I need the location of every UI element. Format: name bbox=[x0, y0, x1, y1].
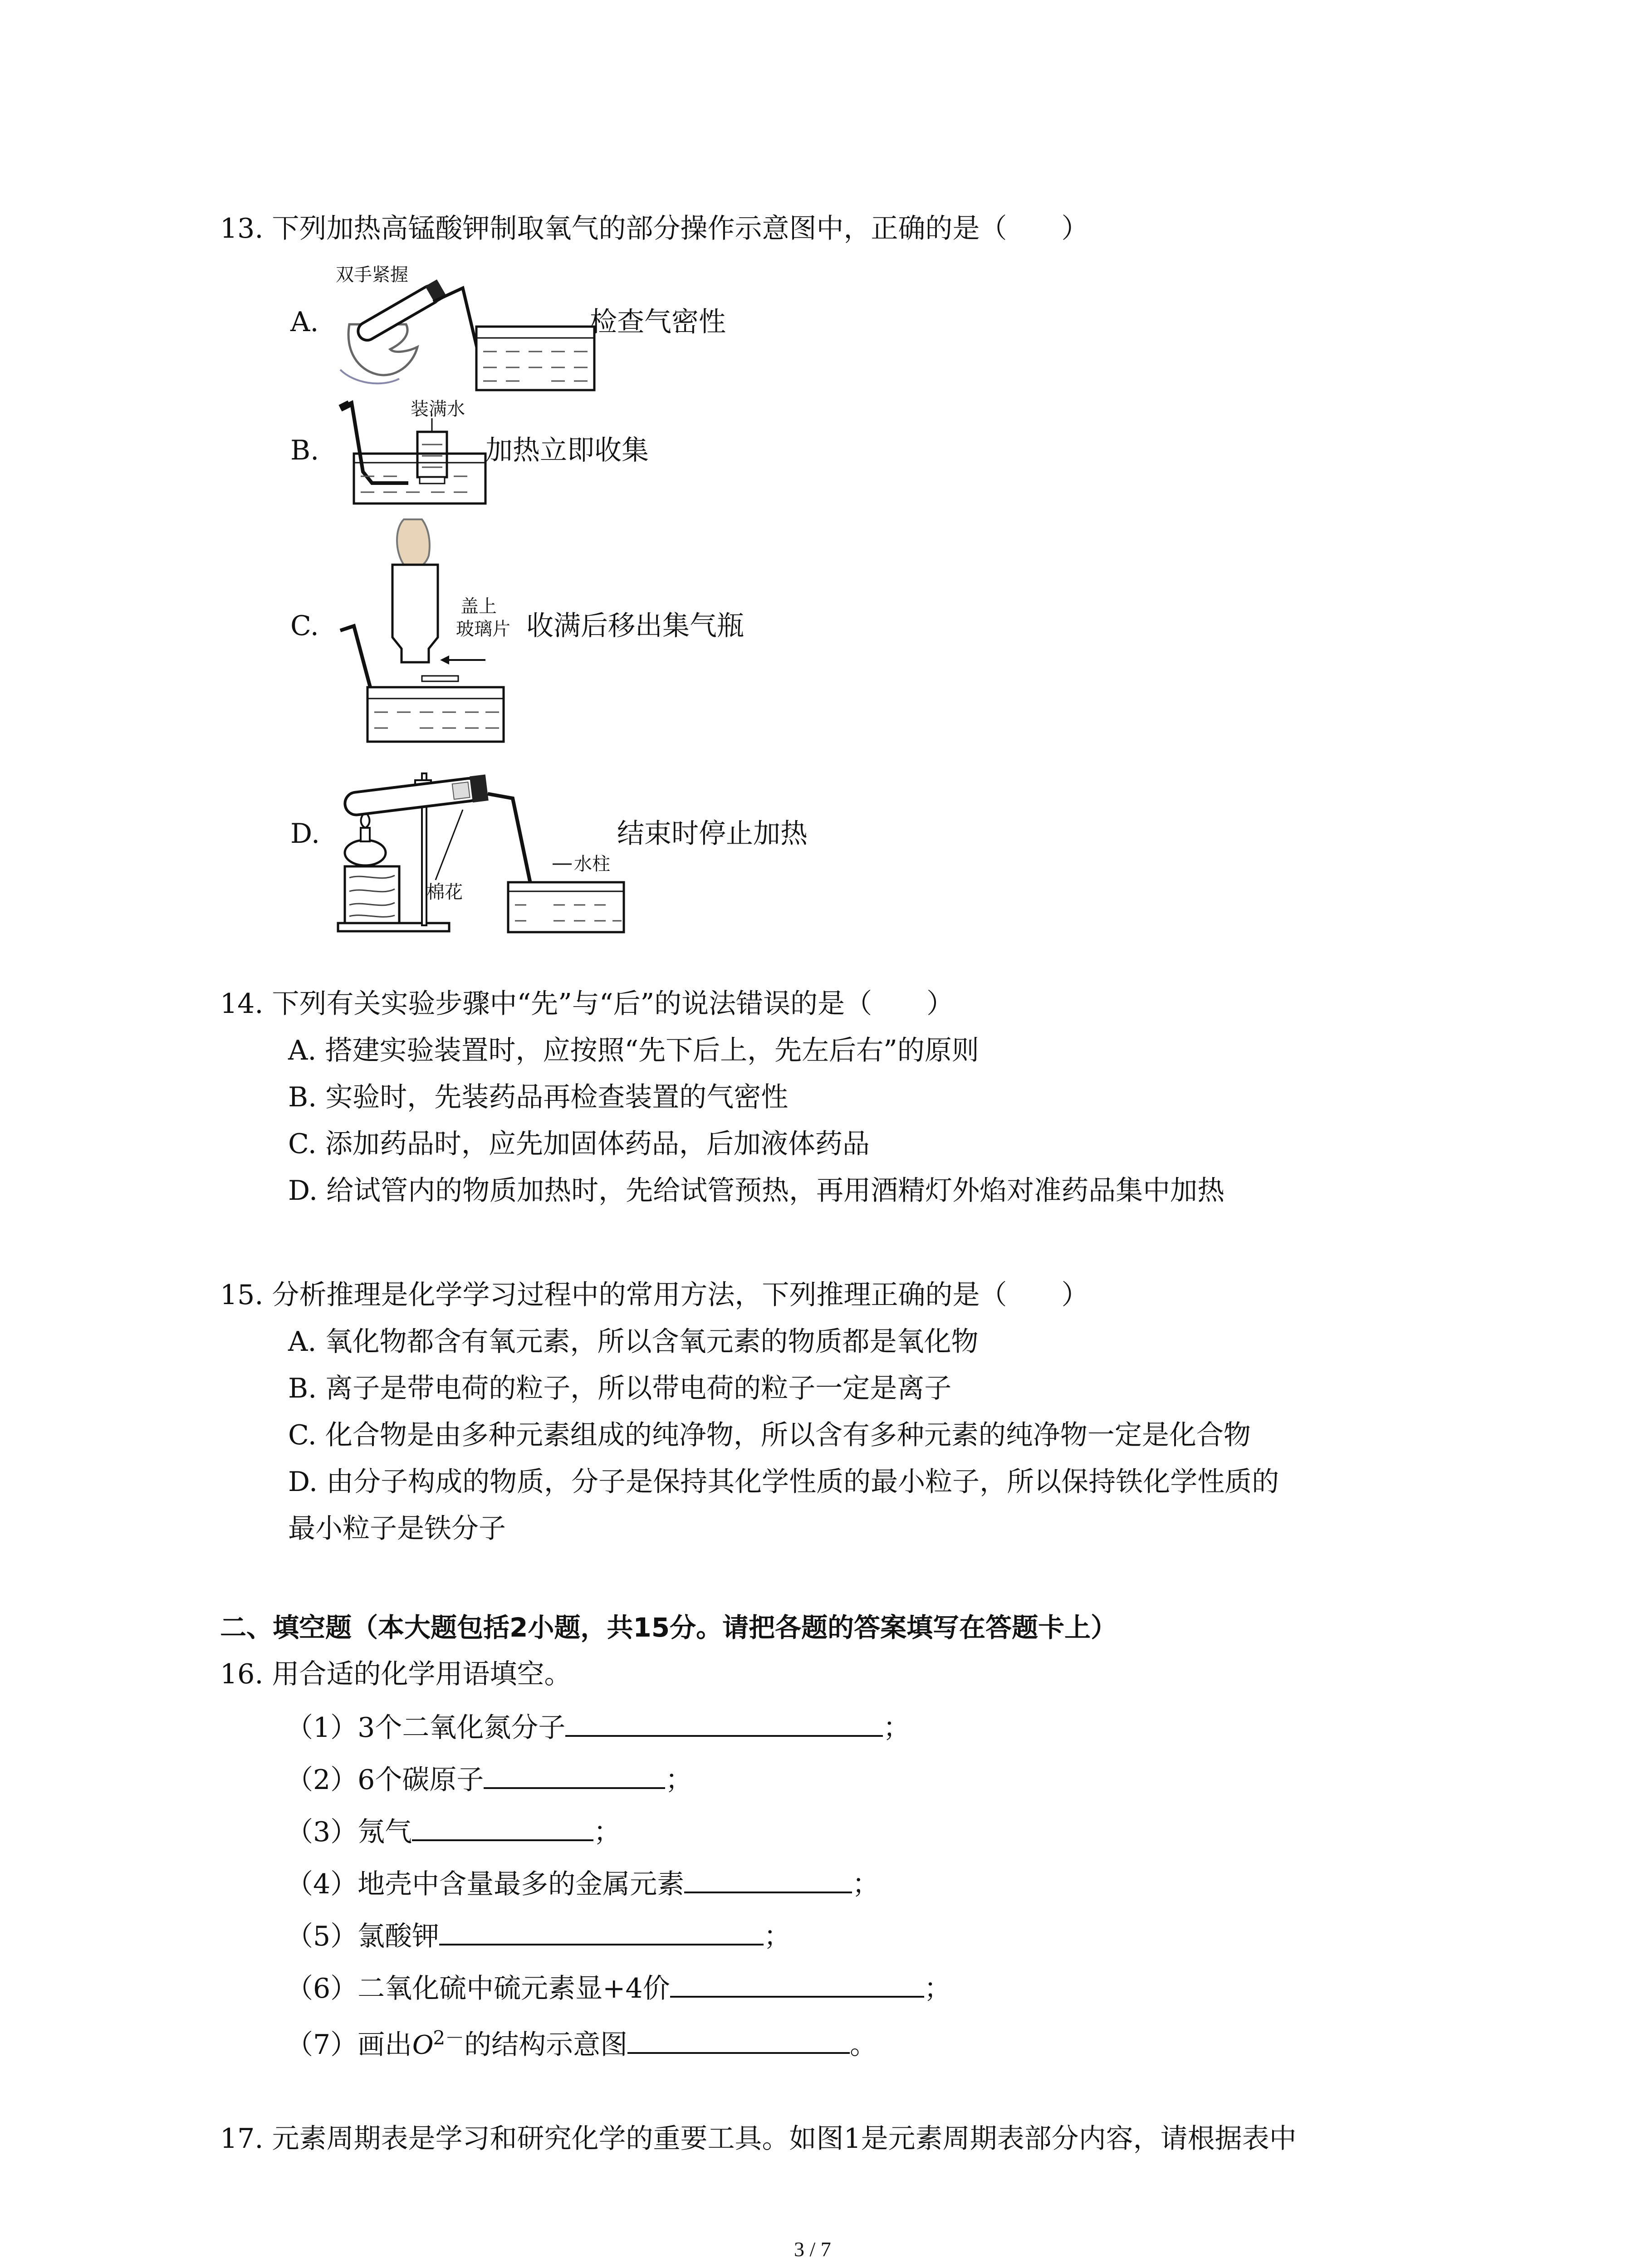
q13-option-a-letter: A. bbox=[290, 306, 319, 338]
q13-option-b-caption: 加热立即收集 bbox=[485, 435, 649, 466]
gas-bottle-icon bbox=[336, 519, 526, 746]
answer-blank-7[interactable] bbox=[627, 2025, 850, 2054]
q16-item-3-label: （3）氖气 bbox=[286, 1816, 412, 1848]
q16-item-7-label-2: 的结构示意图 bbox=[464, 2029, 628, 2061]
hands-hold-test-tube-icon bbox=[327, 261, 608, 406]
q13-option-a-caption: 检查气密性 bbox=[590, 306, 726, 338]
q13-option-c-caption: 收满后移出集气瓶 bbox=[526, 610, 744, 642]
q17-stem: 17. 元素周期表是学习和研究化学的重要工具。如图1是元素周期表部分内容，请根据表中 bbox=[220, 2123, 1297, 2155]
q16-item-1-label: （1）3个二氧化氮分子 bbox=[286, 1712, 566, 1744]
q13-option-d-letter: D. bbox=[290, 818, 320, 850]
answer-blank-1[interactable] bbox=[565, 1708, 883, 1737]
page-number: 3 / 7 bbox=[794, 2238, 831, 2261]
q16-item-6-label: （6）二氧化硫中硫元素显+4价 bbox=[286, 1973, 670, 2004]
q14-option-a: A. 搭建实验装置时，应按照“先下后上，先左后右”的原则 bbox=[288, 1035, 979, 1066]
answer-blank-2[interactable] bbox=[484, 1760, 665, 1789]
q16-item-3-end: ； bbox=[593, 1816, 621, 1848]
q13-option-d-caption: 结束时停止加热 bbox=[617, 818, 808, 850]
label-glass-slide: 玻璃片 bbox=[456, 619, 510, 640]
q16-item-5 bbox=[286, 1916, 791, 1954]
q14-option-b: B. 实验时，先装药品再检查装置的气密性 bbox=[288, 1081, 789, 1113]
q14-option-c: C. 添加药品时，应先加固体药品，后加液体药品 bbox=[288, 1128, 870, 1160]
q16-item-2 bbox=[286, 1760, 692, 1797]
q16-item-2-end: ； bbox=[665, 1764, 693, 1796]
q16-item-3 bbox=[286, 1812, 621, 1849]
q13-option-b-letter: B. bbox=[290, 435, 319, 466]
oxygen-ion-charge: 2－ bbox=[433, 2027, 465, 2049]
label-full-of-water: 装满水 bbox=[411, 399, 465, 420]
q16-item-1-end: ； bbox=[883, 1712, 911, 1744]
q16-item-6-end: ； bbox=[924, 1973, 951, 2004]
alcohol-lamp-apparatus-icon bbox=[336, 753, 626, 934]
answer-blank-3[interactable] bbox=[412, 1812, 593, 1841]
q13-option-c-letter: C. bbox=[290, 610, 319, 642]
q15-option-d: D. 由分子构成的物质，分子是保持其化学性质的最小粒子，所以保持铁化学性质的 bbox=[288, 1466, 1279, 1498]
section-heading: 二、填空题（本大题包括2小题，共15分。请把各题的答案填写在答题卡上） bbox=[220, 1612, 1117, 1643]
q16-item-1 bbox=[286, 1708, 910, 1745]
q16-item-7-label: （7）画出 bbox=[286, 2029, 412, 2061]
label-cotton: 棉花 bbox=[426, 882, 463, 903]
q15-option-a: A. 氧化物都含有氧元素，所以含氧元素的物质都是氧化物 bbox=[288, 1326, 979, 1358]
q16-item-4-label: （4）地壳中含量最多的金属元素 bbox=[286, 1868, 685, 1900]
q13-stem: 13. 下列加热高锰酸钾制取氧气的部分操作示意图中，正确的是（ ） bbox=[220, 213, 1089, 244]
q15-stem: 15. 分析推理是化学学习过程中的常用方法，下列推理正确的是（ ） bbox=[220, 1279, 1089, 1311]
oxygen-ion-symbol: O bbox=[412, 2028, 433, 2060]
q16-item-7-end: 。 bbox=[850, 2029, 877, 2061]
gas-collection-icon bbox=[336, 395, 490, 508]
q16-item-5-end: ； bbox=[764, 1921, 791, 1952]
q15-option-d-continued: 最小粒子是铁分子 bbox=[288, 1513, 506, 1545]
answer-blank-6[interactable] bbox=[670, 1969, 924, 1998]
q16-stem: 16. 用合适的化学用语填空。 bbox=[220, 1658, 572, 1690]
q16-item-7 bbox=[286, 2021, 877, 2062]
q16-item-2-label: （2）6个碳原子 bbox=[286, 1764, 484, 1796]
answer-blank-4[interactable] bbox=[684, 1864, 852, 1893]
q14-option-d: D. 给试管内的物质加热时，先给试管预热，再用酒精灯外焰对准药品集中加热 bbox=[288, 1175, 1225, 1207]
q14-stem: 14. 下列有关实验步骤中“先”与“后”的说法错误的是（ ） bbox=[220, 988, 954, 1020]
q15-option-b: B. 离子是带电荷的粒子，所以带电荷的粒子一定是离子 bbox=[288, 1373, 952, 1404]
q16-item-6 bbox=[286, 1969, 951, 2006]
q16-item-4-end: ； bbox=[852, 1868, 880, 1900]
label-cover: 盖上 bbox=[460, 596, 497, 617]
q16-item-5-label: （5）氯酸钾 bbox=[286, 1921, 440, 1952]
label-hands-hold: 双手紧握 bbox=[336, 264, 408, 285]
q16-item-4 bbox=[286, 1864, 879, 1901]
answer-blank-5[interactable] bbox=[439, 1916, 764, 1945]
q15-option-c: C. 化合物是由多种元素组成的纯净物，所以含有多种元素的纯净物一定是化合物 bbox=[288, 1419, 1251, 1451]
label-water-column: 水柱 bbox=[574, 854, 610, 875]
